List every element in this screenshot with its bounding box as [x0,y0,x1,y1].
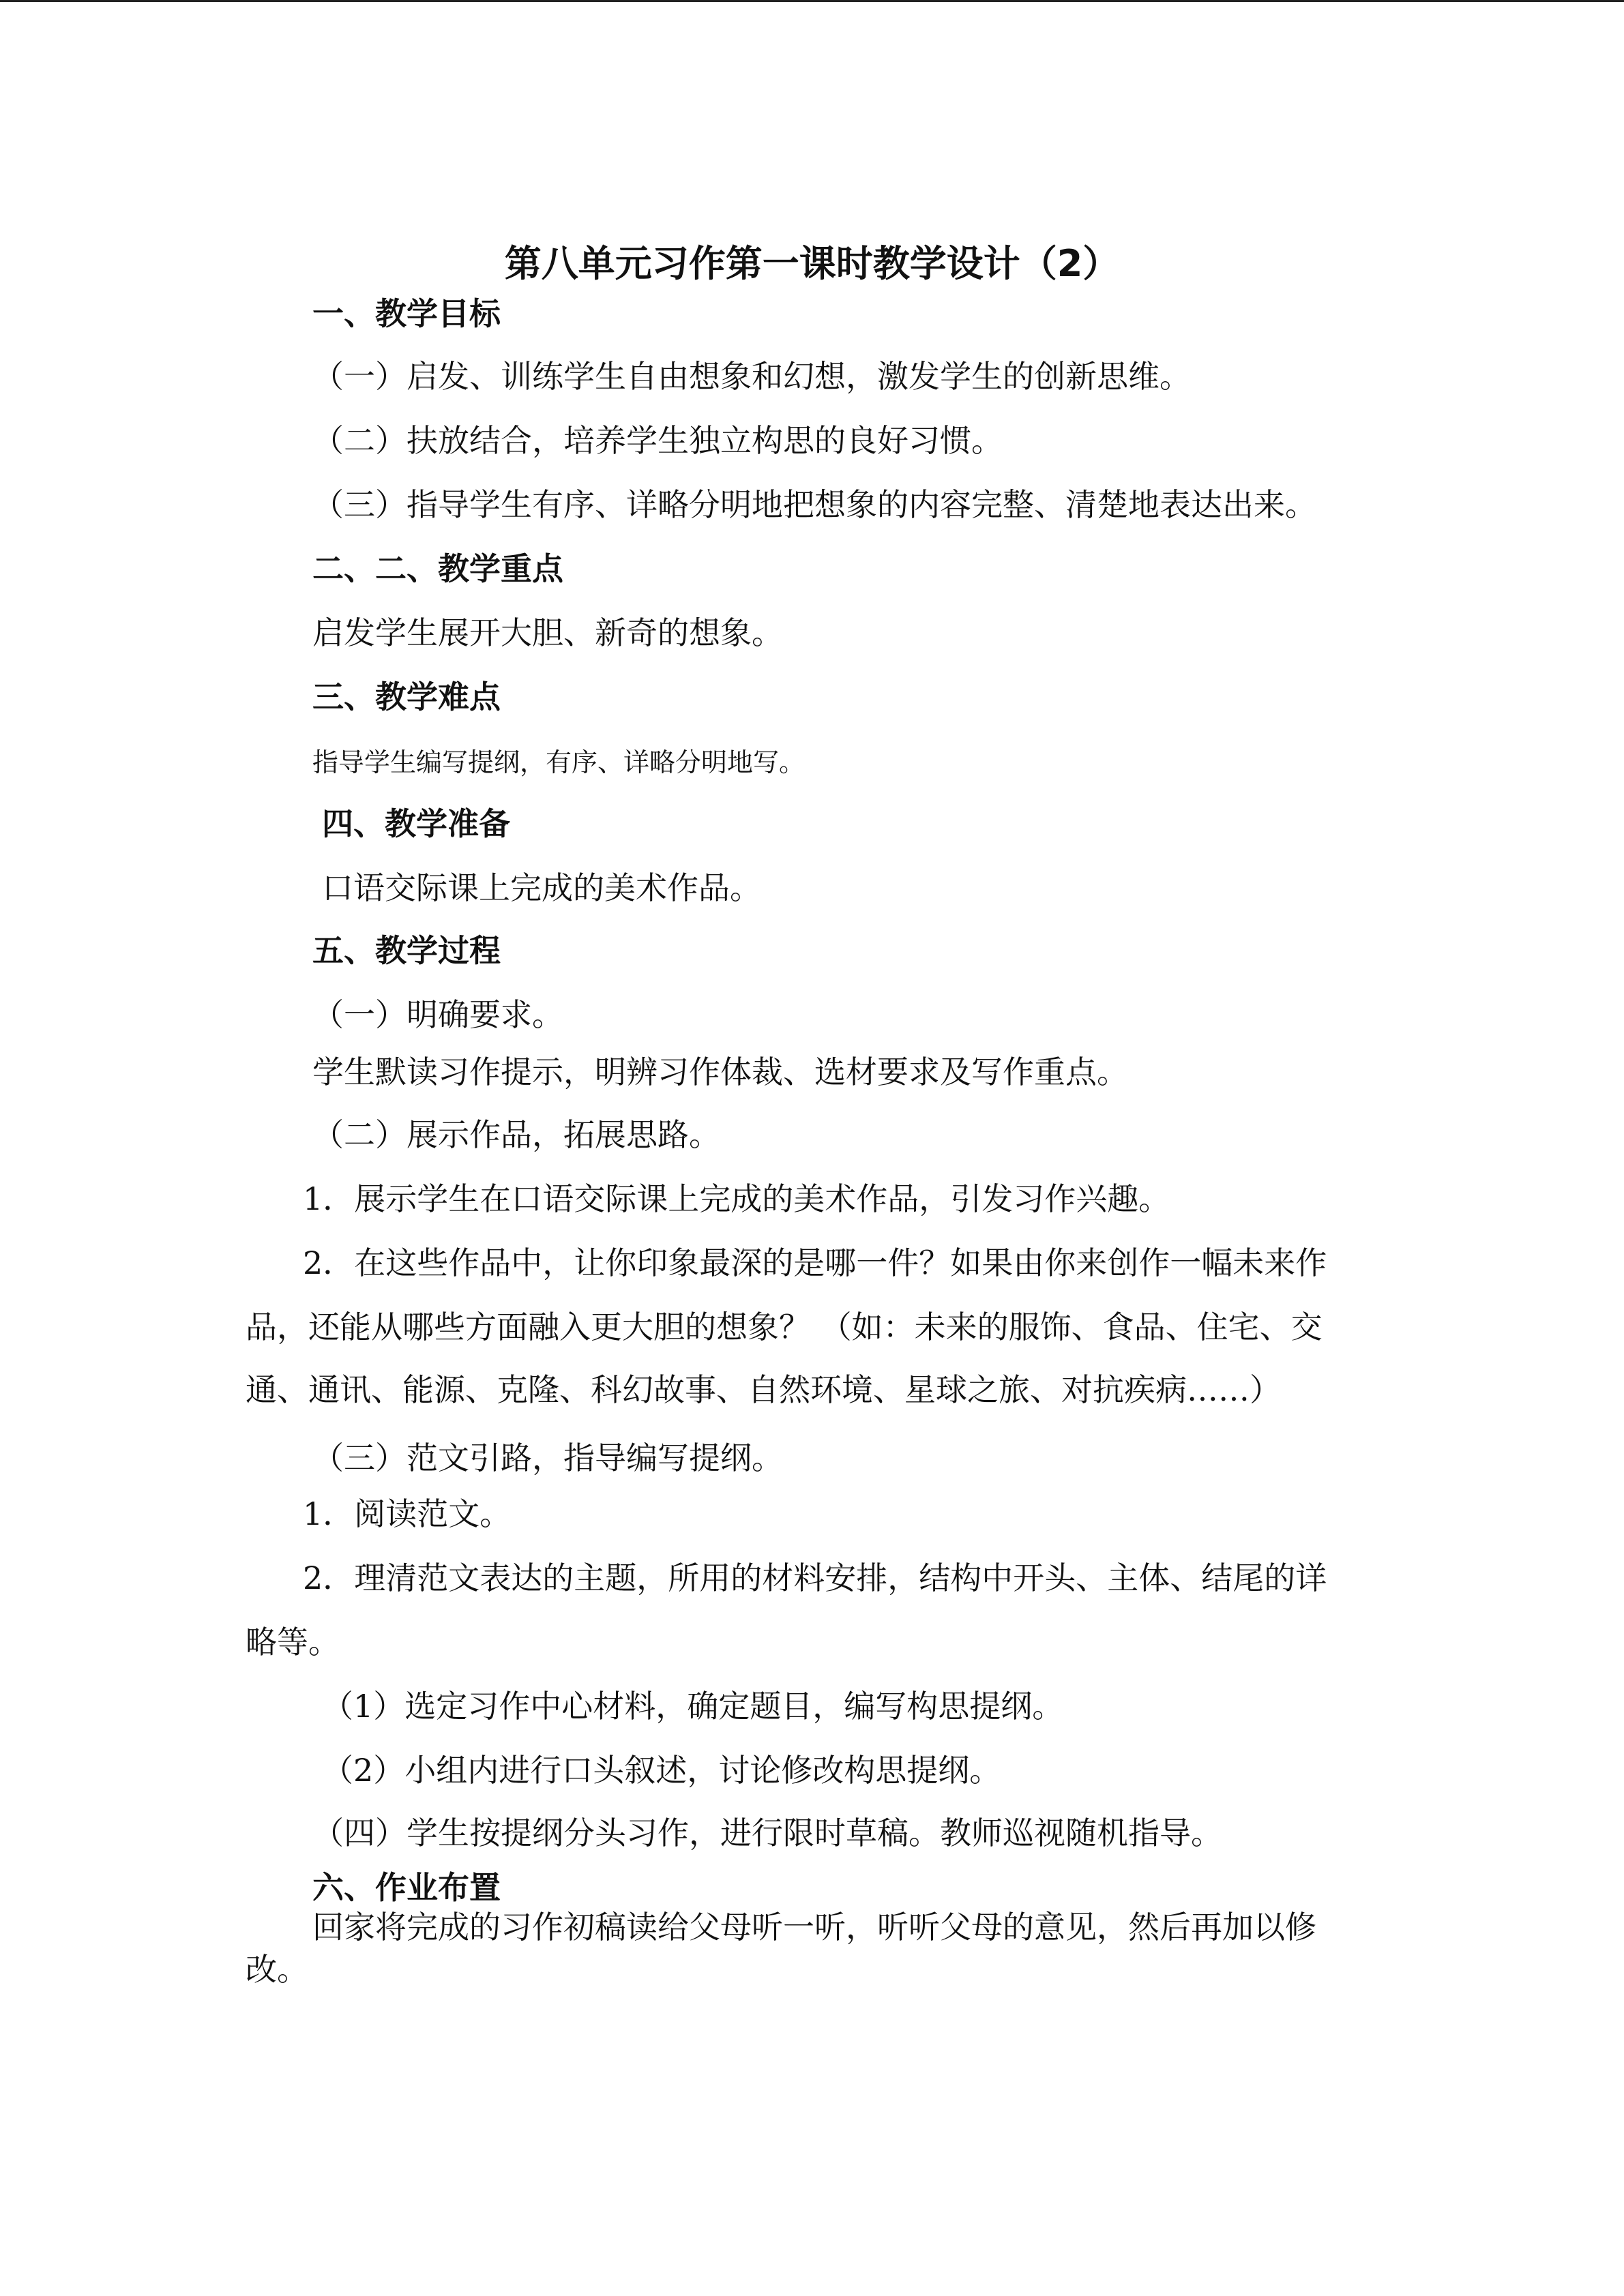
paragraph-line: 2．在这些作品中，让你印象最深的是哪一件？如果由你来创作一幅未来作 [303,1244,1327,1281]
paragraph-line: （一）启发、训练学生自由想象和幻想，激发学生的创新思维。 [312,358,1191,395]
paragraph-line: 略等。 [246,1624,340,1660]
paragraph-line: （一）明确要求。 [312,996,563,1033]
paragraph-line: （1）选定习作中心材料，确定题目，编写构思提纲。 [322,1688,1064,1725]
paragraph-line: 通、通讯、能源、克隆、科幻故事、自然环境、星球之旅、对抗疾病……） [246,1371,1281,1408]
section-heading: 六、作业布置 [312,1869,501,1906]
section-heading: 一、教学目标 [312,295,501,332]
paragraph-line: 学生默读习作提示，明辨习作体裁、选材要求及写作重点。 [312,1054,1128,1090]
top-border-line [0,0,1624,2]
section-heading: 四、教学准备 [322,805,510,842]
paragraph-line: （二）扶放结合，培养学生独立构思的良好习惯。 [312,422,1003,459]
document-title: 第八单元习作第一课时教学设计（2） [504,242,1120,286]
paragraph-line: 品，还能从哪些方面融入更大胆的想象？ （如：未来的服饰、食品、住宅、交 [246,1309,1323,1345]
paragraph-line: 指导学生编写提纲，有序、详略分明地写。 [312,747,806,777]
paragraph-line: 1．阅读范文。 [303,1495,512,1532]
section-heading: 五、教学过程 [312,932,501,969]
paragraph-line: 启发学生展开大胆、新奇的想象。 [312,614,783,651]
paragraph-line: 1．展示学生在口语交际课上完成的美术作品，引发习作兴趣。 [303,1180,1170,1217]
paragraph-line: （2）小组内进行口头叙述，讨论修改构思提纲。 [322,1752,1001,1789]
paragraph-line: （四）学生按提纲分头习作，进行限时草稿。教师巡视随机指导。 [312,1815,1222,1851]
section-heading: 三、教学难点 [312,679,501,715]
paragraph-line: （二）展示作品，拓展思路。 [312,1116,720,1153]
section-heading: 二、二、教学重点 [312,550,563,587]
paragraph-line: 回家将完成的习作初稿读给父母听一听，听听父母的意见，然后再加以修 [312,1909,1316,1945]
paragraph-line: 2．理清范文表达的主题，所用的材料安排，结构中开头、主体、结尾的详 [303,1560,1327,1596]
paragraph-line: （三）范文引路，指导编写提纲。 [312,1440,783,1476]
paragraph-line: 改。 [246,1951,308,1988]
paragraph-line: （三）指导学生有序、详略分明地把想象的内容完整、清楚地表达出来。 [312,486,1316,523]
paragraph-line: 口语交际课上完成的美术作品。 [322,869,761,906]
